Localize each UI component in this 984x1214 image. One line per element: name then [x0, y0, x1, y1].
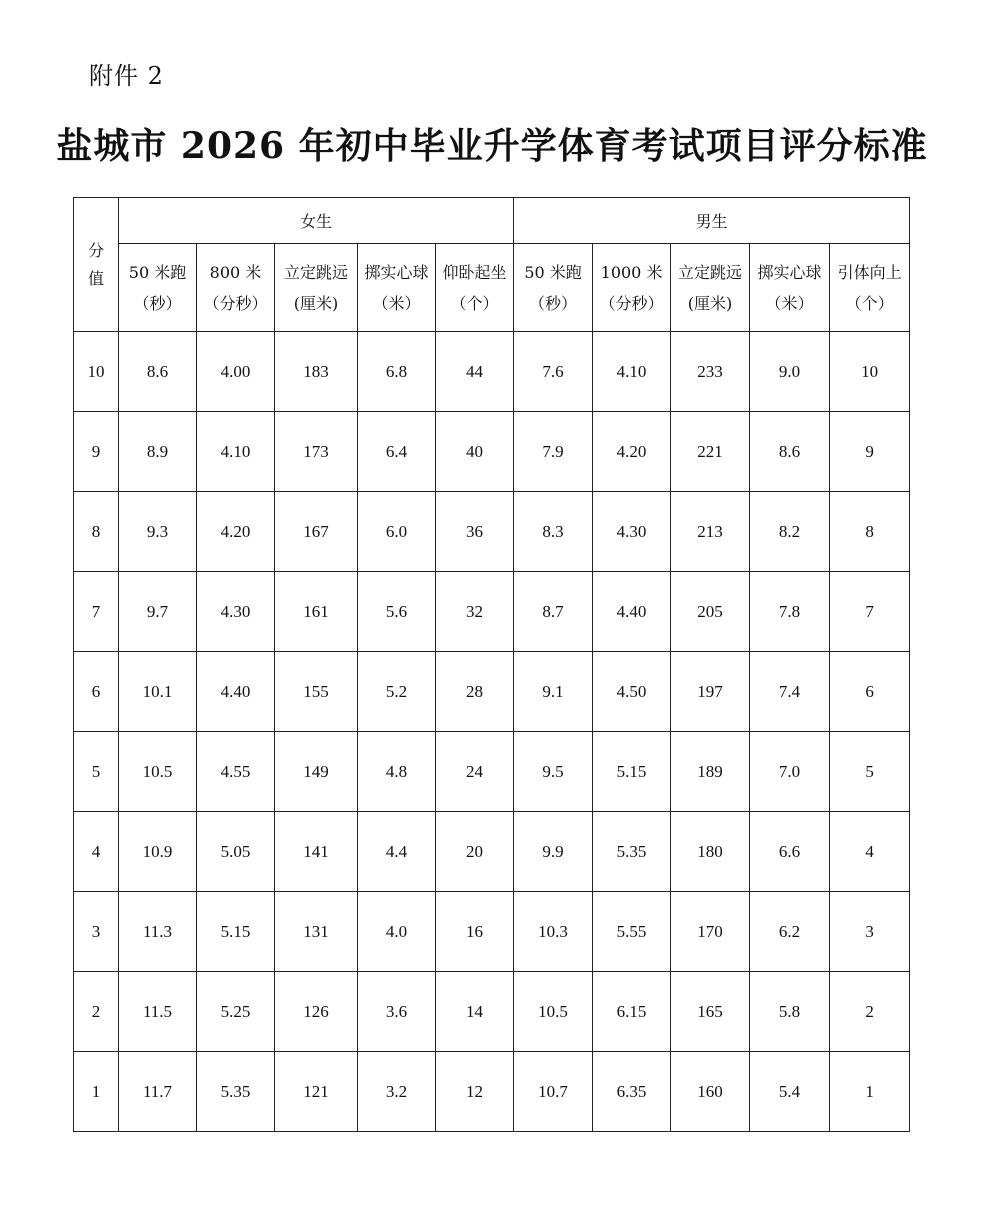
female-value-cell: 4.10: [197, 412, 275, 492]
male-value-cell: 9.0: [750, 332, 830, 412]
female-value-cell: 11.5: [119, 972, 197, 1052]
male-value-cell: 9.1: [514, 652, 593, 732]
female-value-cell: 4.0: [358, 892, 436, 972]
female-value-cell: 28: [436, 652, 514, 732]
male-value-cell: 233: [671, 332, 750, 412]
female-value-cell: 4.4: [358, 812, 436, 892]
male-value-cell: 8.3: [514, 492, 593, 572]
male-value-cell: 4.30: [593, 492, 671, 572]
female-value-cell: 24: [436, 732, 514, 812]
column-unit: （分秒）: [599, 293, 664, 313]
female-value-cell: 8.9: [119, 412, 197, 492]
female-value-cell: 121: [275, 1052, 358, 1132]
female-value-cell: 4.55: [197, 732, 275, 812]
female-value-cell: 5.6: [358, 572, 436, 652]
male-value-cell: 6.2: [750, 892, 830, 972]
score-cell: 3: [74, 892, 119, 972]
female-value-cell: 11.3: [119, 892, 197, 972]
female-value-cell: 10.9: [119, 812, 197, 892]
male-value-cell: 197: [671, 652, 750, 732]
male-value-cell: 5: [830, 732, 910, 812]
table-row: [74, 812, 910, 892]
group-header-row: [74, 198, 910, 244]
score-cell: 8: [74, 492, 119, 572]
male-value-cell: 221: [671, 412, 750, 492]
female-value-cell: 10.5: [119, 732, 197, 812]
female-value-cell: 126: [275, 972, 358, 1052]
table-row: [74, 1052, 910, 1132]
female-group-header: 女生: [119, 198, 514, 244]
column-name: 仰卧起坐: [442, 262, 507, 282]
table-row: [74, 652, 910, 732]
column-name: 800 米: [209, 262, 262, 282]
male-value-cell: 170: [671, 892, 750, 972]
female-value-cell: 131: [275, 892, 358, 972]
column-name: 立定跳远: [678, 262, 743, 282]
female-value-cell: 5.2: [358, 652, 436, 732]
female-value-cell: 8.6: [119, 332, 197, 412]
score-cell: 5: [74, 732, 119, 812]
male-value-cell: 10: [830, 332, 910, 412]
table-row: [74, 972, 910, 1052]
female-value-cell: 5.05: [197, 812, 275, 892]
female-value-cell: 36: [436, 492, 514, 572]
male-column-header: [593, 244, 671, 332]
male-value-cell: 5.4: [750, 1052, 830, 1132]
column-name: 50 米跑: [128, 262, 187, 282]
score-cell: 2: [74, 972, 119, 1052]
male-value-cell: 10.7: [514, 1052, 593, 1132]
column-unit: (厘米): [687, 293, 733, 313]
female-value-cell: 3.6: [358, 972, 436, 1052]
table-row: [74, 492, 910, 572]
female-value-cell: 4.40: [197, 652, 275, 732]
column-unit: （分秒）: [203, 293, 268, 313]
score-header-char: 分: [87, 240, 104, 260]
female-value-cell: 14: [436, 972, 514, 1052]
male-value-cell: 3: [830, 892, 910, 972]
male-value-cell: 5.55: [593, 892, 671, 972]
male-value-cell: 180: [671, 812, 750, 892]
male-value-cell: 7.9: [514, 412, 593, 492]
score-header-cell: [74, 198, 119, 332]
page-title: 盐城市 2026 年初中毕业升学体育考试项目评分标准: [56, 125, 928, 167]
score-cell: 7: [74, 572, 119, 652]
table-row: [74, 572, 910, 652]
female-value-cell: 141: [275, 812, 358, 892]
female-value-cell: 20: [436, 812, 514, 892]
column-unit: (厘米): [293, 293, 339, 313]
male-value-cell: 6: [830, 652, 910, 732]
female-value-cell: 167: [275, 492, 358, 572]
female-value-cell: 9.3: [119, 492, 197, 572]
score-cell: 10: [74, 332, 119, 412]
male-column-header: [671, 244, 750, 332]
scoring-table: [73, 197, 910, 1132]
female-value-cell: 5.25: [197, 972, 275, 1052]
male-value-cell: 9.5: [514, 732, 593, 812]
column-unit: （秒）: [529, 293, 578, 313]
male-value-cell: 10.5: [514, 972, 593, 1052]
female-column-header: [358, 244, 436, 332]
female-value-cell: 16: [436, 892, 514, 972]
male-value-cell: 4.20: [593, 412, 671, 492]
male-column-header: [750, 244, 830, 332]
male-value-cell: 9: [830, 412, 910, 492]
male-value-cell: 6.6: [750, 812, 830, 892]
male-value-cell: 2: [830, 972, 910, 1052]
male-value-cell: 8.2: [750, 492, 830, 572]
male-value-cell: 7.0: [750, 732, 830, 812]
table-row: [74, 892, 910, 972]
table-row: [74, 332, 910, 412]
column-unit: （个）: [450, 293, 499, 313]
male-value-cell: 8: [830, 492, 910, 572]
male-value-cell: 5.15: [593, 732, 671, 812]
male-column-header: [514, 244, 593, 332]
male-value-cell: 1: [830, 1052, 910, 1132]
male-value-cell: 4: [830, 812, 910, 892]
attachment-label: 附件 2: [89, 62, 164, 90]
male-value-cell: 7.6: [514, 332, 593, 412]
female-column-header: [436, 244, 514, 332]
table-row: [74, 732, 910, 812]
male-value-cell: 4.10: [593, 332, 671, 412]
male-value-cell: 5.8: [750, 972, 830, 1052]
male-value-cell: 10.3: [514, 892, 593, 972]
male-column-header: [830, 244, 910, 332]
female-value-cell: 183: [275, 332, 358, 412]
male-value-cell: 6.15: [593, 972, 671, 1052]
female-value-cell: 149: [275, 732, 358, 812]
female-value-cell: 6.4: [358, 412, 436, 492]
female-column-header: [119, 244, 197, 332]
male-value-cell: 9.9: [514, 812, 593, 892]
female-value-cell: 11.7: [119, 1052, 197, 1132]
column-name: 掷实心球: [364, 262, 429, 282]
female-value-cell: 9.7: [119, 572, 197, 652]
male-value-cell: 7.4: [750, 652, 830, 732]
female-value-cell: 5.35: [197, 1052, 275, 1132]
score-header-char: 值: [87, 268, 104, 288]
column-header-row: [74, 244, 910, 332]
female-value-cell: 5.15: [197, 892, 275, 972]
score-cell: 9: [74, 412, 119, 492]
column-name: 引体向上: [837, 262, 902, 282]
male-value-cell: 4.40: [593, 572, 671, 652]
column-unit: （个）: [845, 293, 894, 313]
male-value-cell: 213: [671, 492, 750, 572]
female-value-cell: 161: [275, 572, 358, 652]
female-value-cell: 155: [275, 652, 358, 732]
female-value-cell: 6.8: [358, 332, 436, 412]
male-value-cell: 165: [671, 972, 750, 1052]
male-value-cell: 8.6: [750, 412, 830, 492]
male-value-cell: 4.50: [593, 652, 671, 732]
male-value-cell: 8.7: [514, 572, 593, 652]
male-value-cell: 7: [830, 572, 910, 652]
male-value-cell: 189: [671, 732, 750, 812]
female-value-cell: 44: [436, 332, 514, 412]
column-unit: （米）: [765, 293, 814, 313]
column-name: 掷实心球: [757, 262, 822, 282]
column-name: 50 米跑: [524, 262, 582, 282]
column-unit: （秒）: [133, 293, 182, 313]
female-column-header: [275, 244, 358, 332]
male-value-cell: 6.35: [593, 1052, 671, 1132]
female-value-cell: 4.30: [197, 572, 275, 652]
female-value-cell: 4.20: [197, 492, 275, 572]
column-unit: （米）: [372, 293, 421, 313]
table-row: [74, 412, 910, 492]
female-value-cell: 10.1: [119, 652, 197, 732]
male-value-cell: 160: [671, 1052, 750, 1132]
female-value-cell: 3.2: [358, 1052, 436, 1132]
score-cell: 4: [74, 812, 119, 892]
female-value-cell: 173: [275, 412, 358, 492]
female-value-cell: 4.00: [197, 332, 275, 412]
score-cell: 1: [74, 1052, 119, 1132]
female-value-cell: 12: [436, 1052, 514, 1132]
column-name: 立定跳远: [283, 262, 348, 282]
female-value-cell: 4.8: [358, 732, 436, 812]
male-group-header: 男生: [514, 198, 910, 244]
female-value-cell: 6.0: [358, 492, 436, 572]
male-value-cell: 5.35: [593, 812, 671, 892]
male-value-cell: 7.8: [750, 572, 830, 652]
female-value-cell: 40: [436, 412, 514, 492]
male-value-cell: 205: [671, 572, 750, 652]
score-cell: 6: [74, 652, 119, 732]
column-name: 1000 米: [600, 262, 663, 282]
female-column-header: [197, 244, 275, 332]
female-value-cell: 32: [436, 572, 514, 652]
